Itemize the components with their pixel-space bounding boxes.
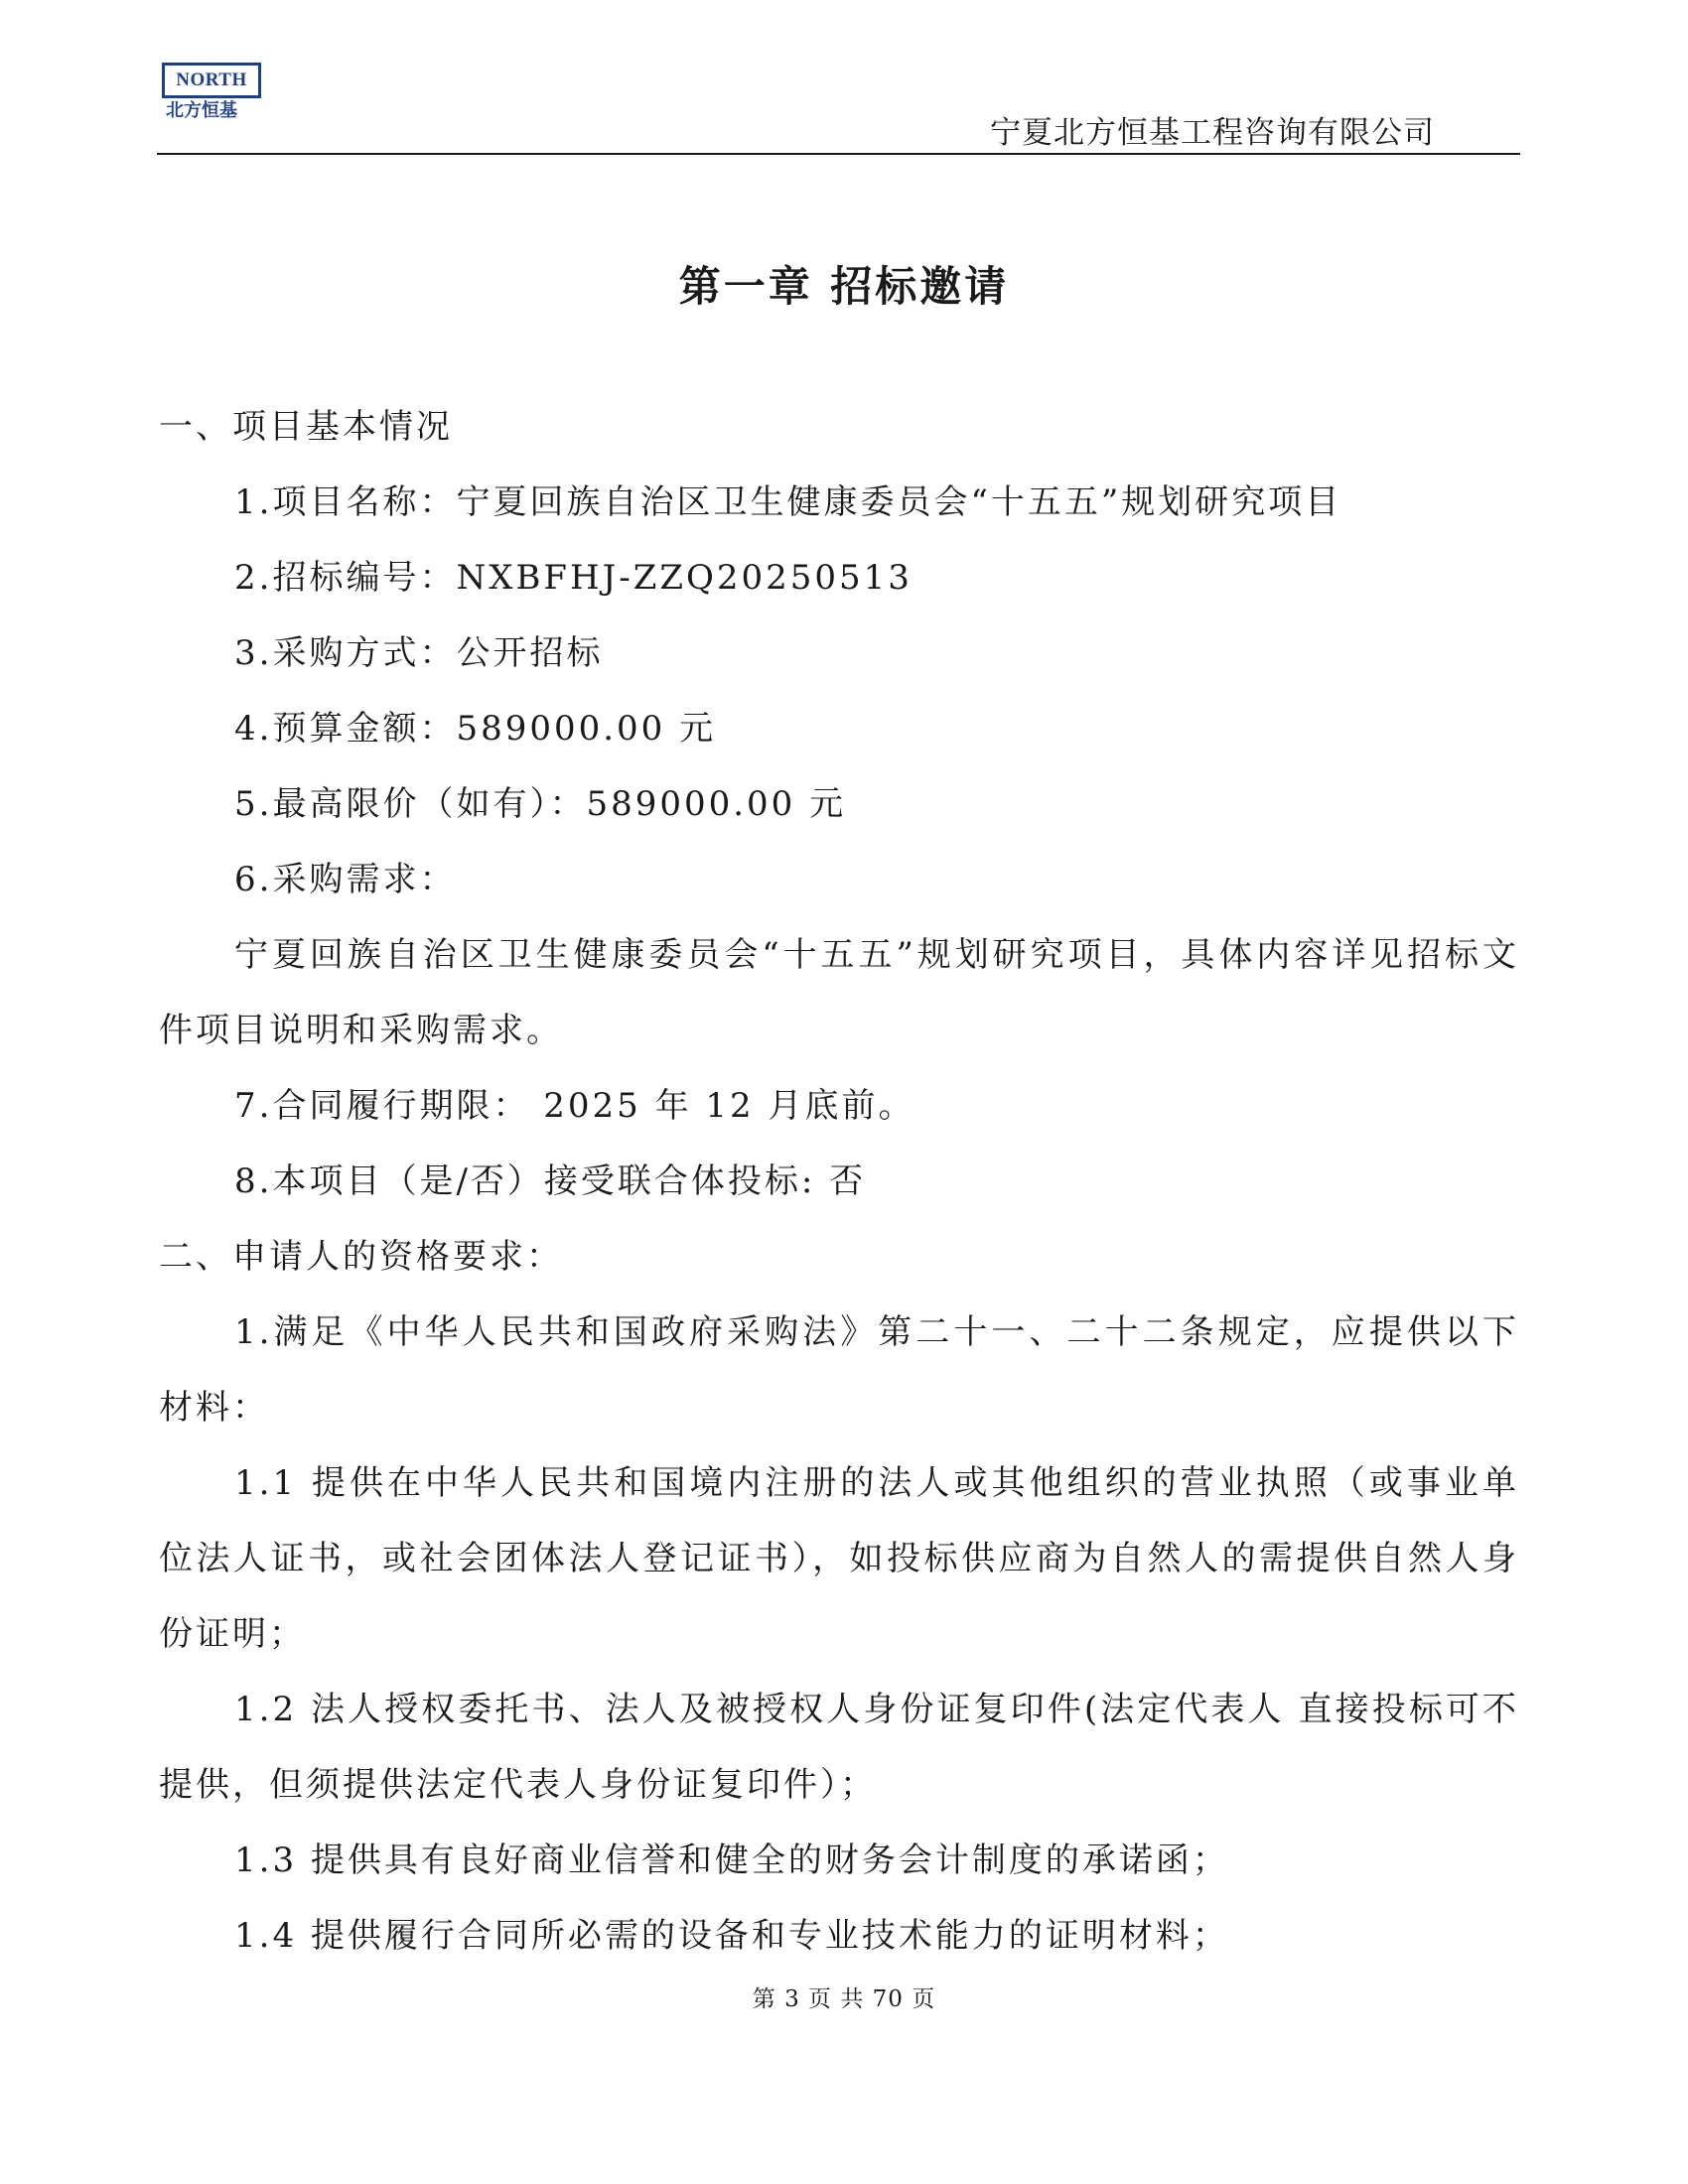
section-heading-project-info: 一、项目基本情况 [159, 407, 453, 447]
logo-chinese-name: 北方恒基 [166, 100, 237, 121]
item-procurement-method: 3.采购方式：公开招标 [234, 633, 604, 673]
section-heading-qualifications: 二、申请人的资格要求： [159, 1237, 563, 1277]
item-max-price: 5.最高限价（如有）：589000.00 元 [234, 784, 847, 824]
page-number: 第 3 页 共 70 页 [752, 1986, 936, 2012]
header-company-name: 宁夏北方恒基工程咨询有限公司 [990, 115, 1435, 151]
paragraph-needs-description: 宁夏回族自治区卫生健康委员会“十五五”规划研究项目，具体内容详见招标文件项目说明和采购需求。 [159, 935, 1519, 1050]
item-qualification-1-4: 1.4 提供履行合同所必需的设备和专业技术能力的证明材料； [234, 1916, 1229, 1956]
item-qualification-1-3: 1.3 提供具有良好商业信誉和健全的财务会计制度的承诺函； [234, 1841, 1229, 1880]
item-qualification-1-1: 1.1 提供在中华人民共和国境内注册的法人或其他组织的营业执照（或事业单位法人证书，或社会团体法人登记证书），如投标供应商为自然人的需提供自然人身份证明； [159, 1463, 1519, 1654]
company-logo [162, 63, 261, 124]
chapter-title: 第一章 招标邀请 [678, 262, 1010, 311]
item-project-name: 1.项目名称：宁夏回族自治区卫生健康委员会“十五五”规划研究项目 [234, 482, 1342, 522]
item-qualification-1-2: 1.2 法人授权委托书、法人及被授权人身份证复印件(法定代表人 直接投标可不提供，但须提供法定代表人身份证复印件）； [159, 1690, 1519, 1805]
item-procurement-needs: 6.采购需求： [234, 860, 457, 899]
logo-wordmark: NORTH [162, 63, 261, 98]
document-body [159, 389, 1519, 1974]
item-contract-period: 7.合同履行期限： 2025 年 12 月底前。 [234, 1086, 915, 1126]
item-budget-amount: 4.预算金额：589000.00 元 [234, 709, 717, 749]
item-qualification-law: 1.满足《中华人民共和国政府采购法》第二十一、二十二条规定，应提供以下材料： [159, 1312, 1519, 1428]
item-consortium-bidding: 8.本项目（是/否）接受联合体投标: 否 [234, 1161, 867, 1201]
item-tender-number: 2.招标编号：NXBFHJ-ZZQ20250513 [234, 558, 913, 598]
header-divider [157, 153, 1520, 155]
